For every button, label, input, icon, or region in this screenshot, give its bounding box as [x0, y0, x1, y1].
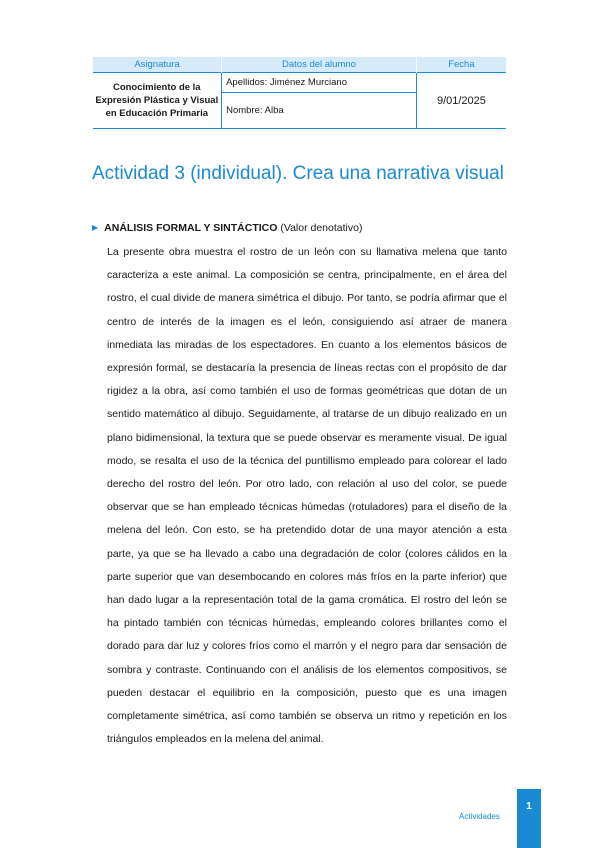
section-heading-title: ANÁLISIS FORMAL Y SINTÁCTICO: [104, 222, 278, 234]
page-number-tab: [517, 789, 541, 848]
name-value: Nombre: Alba: [222, 93, 417, 129]
header-table: [92, 57, 506, 129]
date-value: 9/01/2025: [416, 73, 506, 129]
header-row: [93, 57, 507, 73]
triangle-bullet-icon: ▶: [92, 223, 99, 232]
header-subject-label: Asignatura: [93, 57, 222, 73]
surname-value: Apellidos: Jiménez Murciano: [222, 73, 417, 93]
page-number: 1: [526, 801, 532, 812]
header-student-label: Datos del alumno: [222, 57, 417, 73]
header-date-label: Fecha: [416, 57, 506, 73]
student-row-surname: [93, 73, 507, 93]
section-heading: [92, 222, 362, 234]
section-heading-suffix: (Valor denotativo): [280, 222, 363, 234]
page-title: Actividad 3 (individual). Crea una narrativa visual: [92, 163, 504, 184]
subject-value: Conocimiento de la Expresión Plástica y Visual en Educación Primaria: [93, 73, 222, 129]
section-body: La presente obra muestra el rostro de un león con su llamativa melena que tanto caracteriza a este animal. La composición se centra, principalmente, en el área del rostro, el cual divide de manera simétrica el dibujo. Por tanto, se podría afirmar que el centro de interés de la imagen es el león, consiguiendo así atraer de manera inmediata las miradas de los espectadores. En cuanto a los elementos básicos de expresión formal, se destacaría la presencia de líneas rectas con el propósito de dar rigidez a la obra, así como también el uso de formas geométricas que dotan de un sentido matemático al dibujo. Seguidamente, al tratarse de un dibujo realizado en un plano bidimensional, la textura que se puede observar es meramente visual. De igual modo, se resalta el uso de la técnica del puntillismo empleado para colorear el lado derecho del rostro del león. Por otro lado, con relación al uso del color, se puede observar que se han empleado técnicas húmedas (rotuladores) para el diseño de la melena del león. Con esto, se ha pretendido dotar de una mayor atención a esta parte, ya que se ha llevado a cabo una degradación de color (colores cálidos en la parte superior que van desembocando en colores más fríos en la parte inferior) que han dado lugar a la representación total de la gama cromática. El rostro del león se ha pintado también con técnicas húmedas, empleando colores brillantes como el dorado para dar luz y colores fríos como el marrón y el negro para dar sensación de sombra y contraste. Continuando con el análisis de los elementos compositivos, se pueden destacar el equilibrio en la composición, puesto que es una imagen completamente simétrica, así como también se observa un ritmo y repetición en los triángulos empleados en la melena del animal.: [107, 246, 507, 746]
footer-label: Actividades: [459, 812, 500, 821]
